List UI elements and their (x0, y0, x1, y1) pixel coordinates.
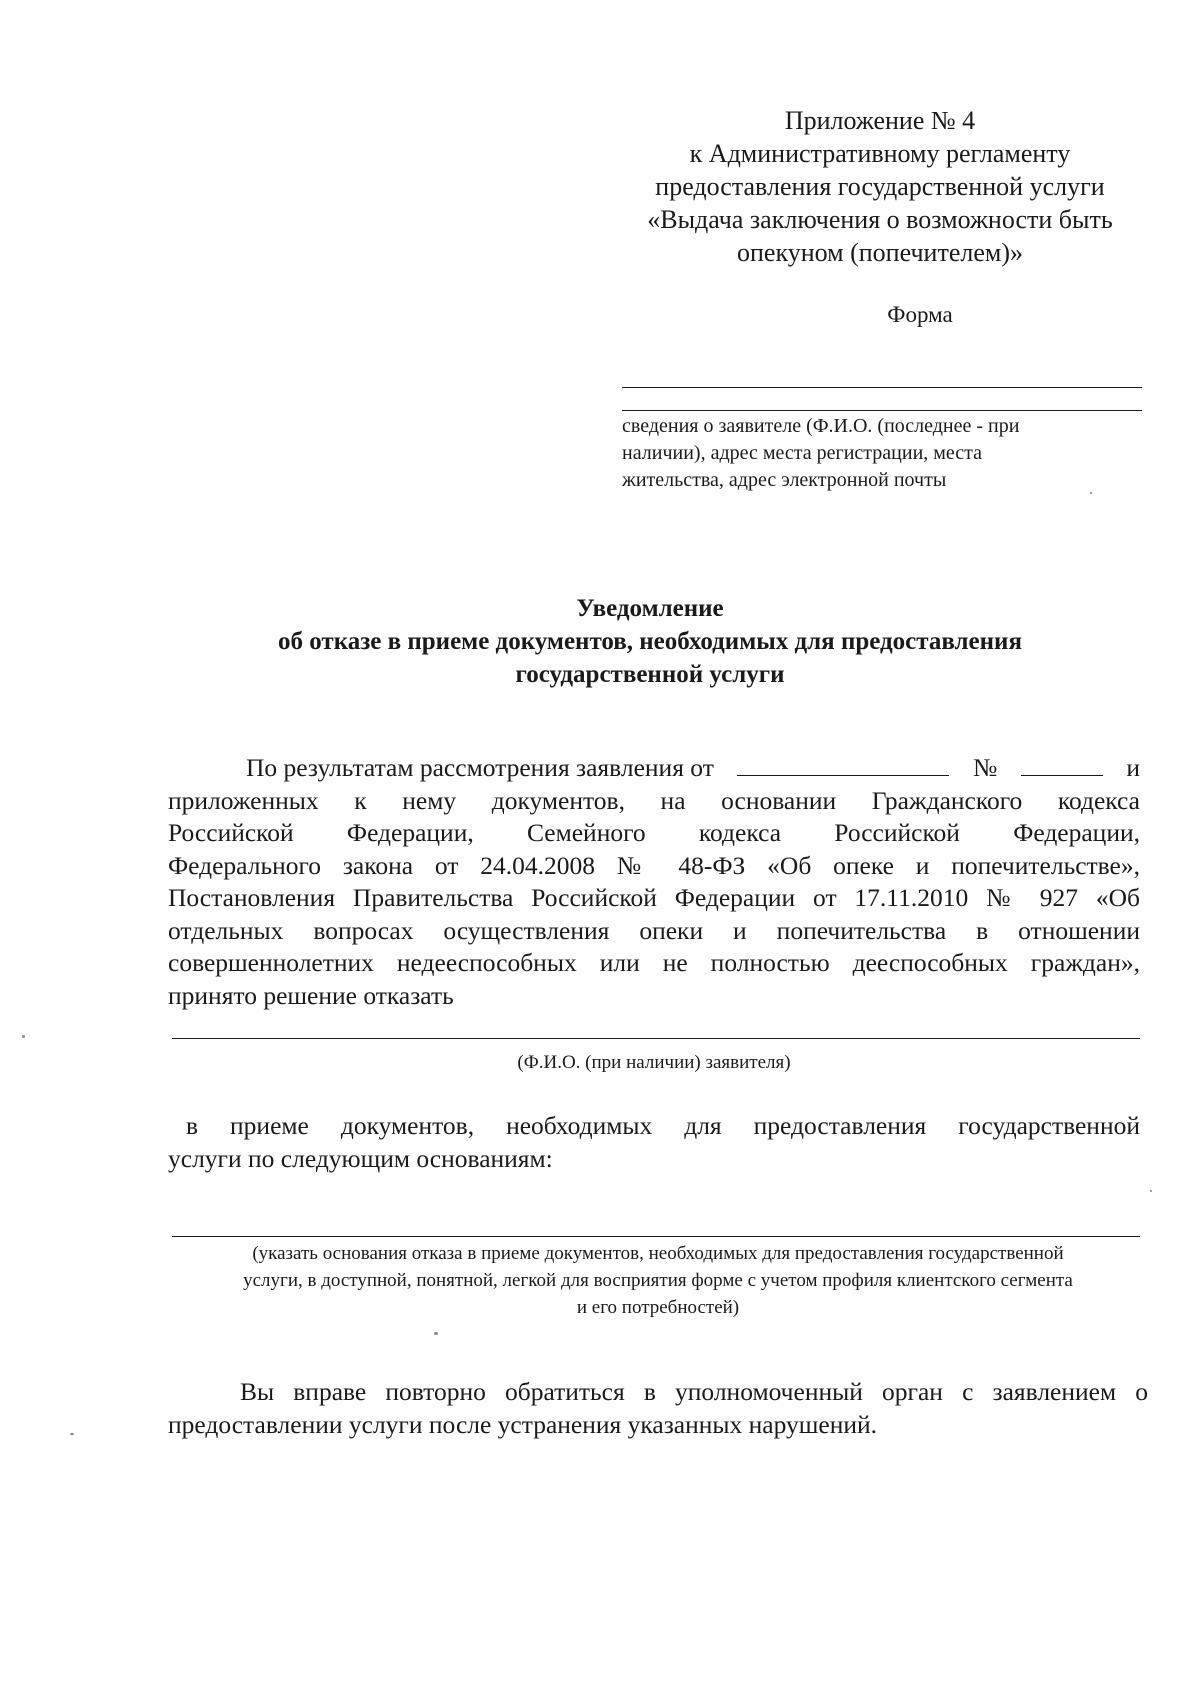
grounds-line: в приеме документов, необходимых для предоставления государственной (186, 1111, 1140, 1140)
closing-paragraph (168, 1375, 1148, 1441)
title-subject: об отказе в приеме документов, необходимых для предоставления (278, 628, 1022, 655)
annex-service-name-cont: опекуном (попечителем)» (737, 238, 1023, 267)
annex-number: Приложение № 4 (784, 106, 976, 135)
body-line-start: По результатам рассмотрения заявления от (246, 753, 714, 782)
grounds-paragraph (168, 1110, 1140, 1175)
grounds-field[interactable] (172, 1236, 1140, 1237)
body-line: отдельных вопросах осуществления опеки и попечительства в отношении (168, 915, 1140, 945)
document-title (160, 592, 1140, 691)
grounds-caption-line: (указать основания отказа в приеме документов, необходимых для предоставления государственной (252, 1243, 1064, 1264)
body-line: Федерального закона от 24.04.2008 № 48-ФЗ «Об опеке и попечительстве», (168, 850, 1140, 880)
annex-regulation: к Административному регламенту (689, 139, 1071, 168)
annex-header (620, 104, 1140, 269)
annex-service: предоставления государственной услуги (655, 172, 1105, 201)
title-subject-cont: государственной услуги (515, 661, 785, 688)
scan-speck (70, 1433, 74, 1435)
closing-line: Вы вправе повторно обратиться в уполномоченный орган с заявлением о (240, 1377, 1148, 1406)
applicant-blank-line-1[interactable] (622, 387, 1142, 388)
body-line: совершеннолетних недееспособных или не полностью дееспособных граждан», (168, 948, 1140, 977)
body-line: приложенных к нему документов, на основании Гражданского кодекса (168, 785, 1140, 815)
body-paragraph (168, 752, 1140, 1012)
body-line: принято решение отказать (168, 980, 454, 1010)
body-line: Российской Федерации, Семейного кодекса Российской Федерации, (168, 818, 1140, 847)
applicant-caption-line: сведения о заявителе (Ф.И.О. (последнее - при (622, 415, 1020, 437)
grounds-caption-line: и его потребностей) (576, 1297, 740, 1318)
fio-caption: (Ф.И.О. (при наличии) заявителя) (517, 1052, 791, 1073)
scan-speck (434, 1332, 438, 1335)
applicant-caption (622, 413, 1142, 494)
grounds-line: услуги по следующим основаниям: (168, 1143, 553, 1173)
body-line: Постановления Правительства Российской Федерации от 17.11.2010 № 927 «Об (168, 883, 1140, 912)
scan-speck (1150, 1190, 1152, 1192)
form-label: Форма (887, 302, 953, 327)
application-date-field[interactable] (737, 755, 949, 776)
applicant-blank-line-2[interactable] (622, 410, 1142, 411)
body-line (168, 752, 1140, 785)
applicant-name-field[interactable] (172, 1038, 1140, 1039)
closing-line: предоставлении услуги после устранения указанных нарушений. (168, 1410, 878, 1439)
scan-speck (22, 1035, 25, 1038)
grounds-caption (168, 1240, 1148, 1321)
scan-speck (1090, 492, 1092, 494)
applicant-caption-line: жительства, адрес электронной почты (622, 469, 947, 491)
application-number-field[interactable] (1021, 755, 1103, 776)
applicant-caption-line: наличии), адрес места регистрации, места (622, 442, 983, 464)
grounds-caption-line: услуги, в доступной, понятной, легкой для восприятия форме с учетом профиля клиентского сегмента (243, 1270, 1073, 1291)
annex-service-name: «Выдача заключения о возможности быть (647, 205, 1113, 234)
title-notice: Уведомление (576, 595, 724, 622)
body-line-end: и (1126, 753, 1140, 782)
number-sign: № (972, 753, 998, 782)
